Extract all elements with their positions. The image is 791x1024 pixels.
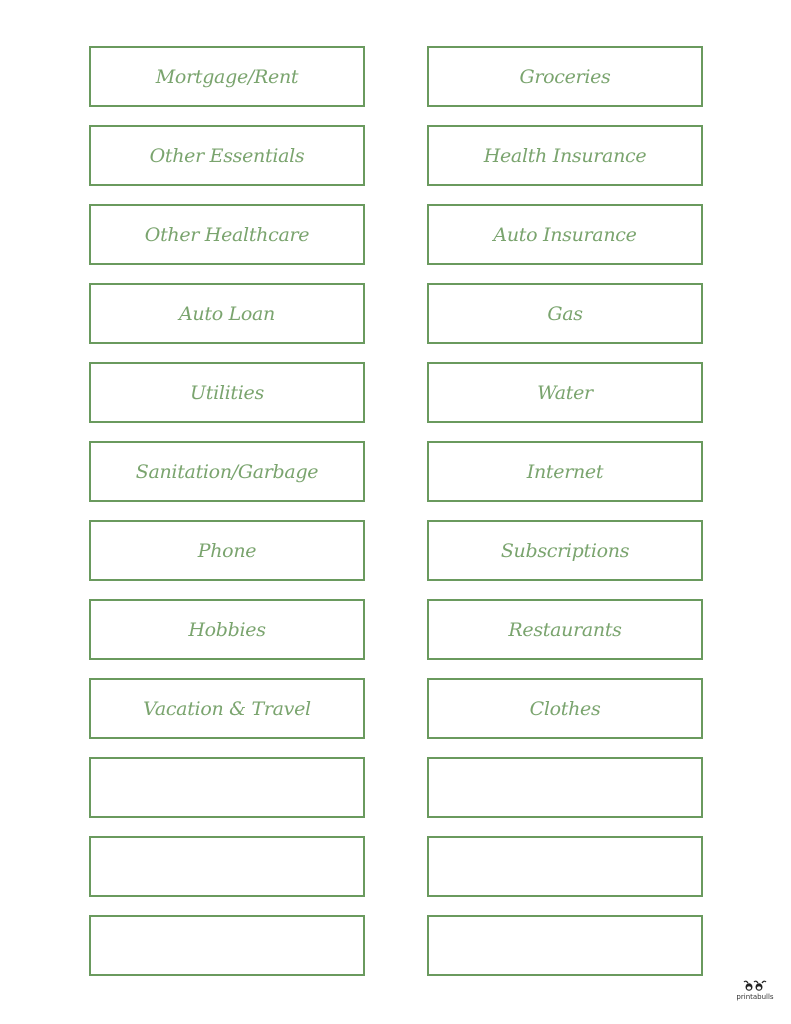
label-text: Vacation & Travel [143, 697, 311, 720]
label-blank [427, 836, 703, 897]
label-text: Internet [526, 460, 604, 483]
brand-name: printabulls [736, 993, 774, 1001]
label-text: Hobbies [188, 618, 266, 641]
label-phone [89, 520, 365, 581]
brand-watermark [730, 980, 780, 1001]
label-grid [89, 46, 703, 976]
label-text: Subscriptions [500, 539, 630, 562]
label-blank [89, 915, 365, 976]
label-text: Water [537, 381, 593, 404]
bull-logo-icon [742, 980, 768, 992]
label-text: Groceries [519, 65, 611, 88]
label-groceries [427, 46, 703, 107]
label-vacation-travel [89, 678, 365, 739]
label-mortgage-rent [89, 46, 365, 107]
label-blank [89, 757, 365, 818]
label-other-healthcare [89, 204, 365, 265]
label-health-insurance [427, 125, 703, 186]
label-text: Clothes [529, 697, 601, 720]
label-hobbies [89, 599, 365, 660]
label-auto-insurance [427, 204, 703, 265]
label-subscriptions [427, 520, 703, 581]
label-other-essentials [89, 125, 365, 186]
label-gas [427, 283, 703, 344]
label-text: Other Healthcare [144, 223, 310, 246]
label-text: Other Essentials [149, 144, 305, 167]
label-text: Mortgage/Rent [155, 65, 299, 88]
label-text: Auto Loan [179, 302, 275, 325]
label-clothes [427, 678, 703, 739]
label-text: Health Insurance [483, 144, 647, 167]
label-text: Auto Insurance [493, 223, 637, 246]
label-text: Restaurants [508, 618, 622, 641]
label-water [427, 362, 703, 423]
label-sanitation-garbage [89, 441, 365, 502]
label-blank [427, 915, 703, 976]
label-utilities [89, 362, 365, 423]
label-blank [427, 757, 703, 818]
label-blank [89, 836, 365, 897]
label-auto-loan [89, 283, 365, 344]
label-text: Gas [547, 302, 583, 325]
label-internet [427, 441, 703, 502]
label-restaurants [427, 599, 703, 660]
label-text: Utilities [190, 381, 264, 404]
label-text: Phone [197, 539, 257, 562]
label-text: Sanitation/Garbage [135, 460, 319, 483]
